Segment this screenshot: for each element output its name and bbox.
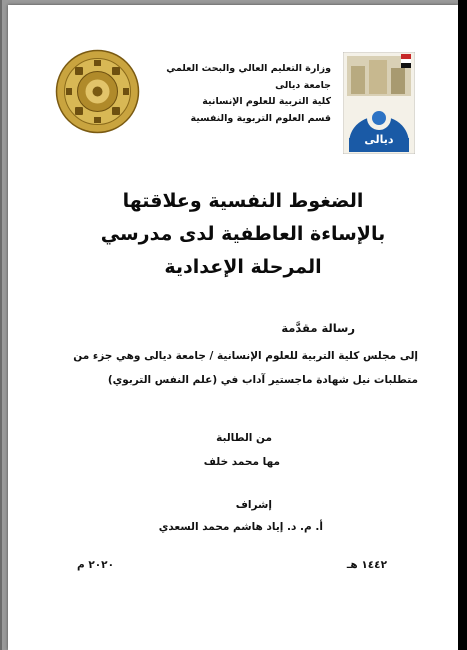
supervision-label: إشراف (235, 499, 272, 511)
thesis-label: رسالة مقدَّمة (281, 321, 355, 335)
hijri-year: ١٤٤٢ هـ (346, 559, 387, 571)
title-line-2: بالإساءة العاطفية لدى مدرسي (100, 223, 386, 245)
title-line-1: الضغوط النفسية وعلاقتها (122, 190, 364, 212)
university-line: جامعة ديالى (275, 79, 331, 91)
thesis-title (88, 185, 398, 284)
thesis-description-line-2: متطلبات نيل شهادة ماجستير آداب في (علم النفس التربوي) (107, 374, 418, 386)
viewer-left-edge (0, 0, 2, 650)
student-name: مها محمد خلف (203, 456, 280, 468)
college-line: كلية التربية للعلوم الإنسانية (202, 96, 331, 107)
department-line: قسم العلوم التربوية والنفسية (190, 112, 331, 124)
document-page (8, 5, 458, 650)
emblem-caption: ديالى (364, 133, 394, 146)
viewer-right-edge (458, 0, 467, 650)
gregorian-year: ٢٠٢٠ م (77, 559, 114, 571)
institution-header (151, 61, 331, 127)
title-line-3: المرحلة الإعدادية (164, 256, 322, 278)
student-label: من الطالبة (216, 432, 272, 444)
supervisor-name: أ. م. د. إياد هاشم محمد السعدي (158, 521, 323, 533)
university-seal-icon (55, 49, 140, 134)
thesis-description-line-1: إلى مجلس كلية التربية للعلوم الإنسانية / جامعة ديالى وهي جزء من (73, 350, 418, 362)
ministry-line: وزارة التعليم العالي والبحث العلمي (166, 63, 331, 74)
